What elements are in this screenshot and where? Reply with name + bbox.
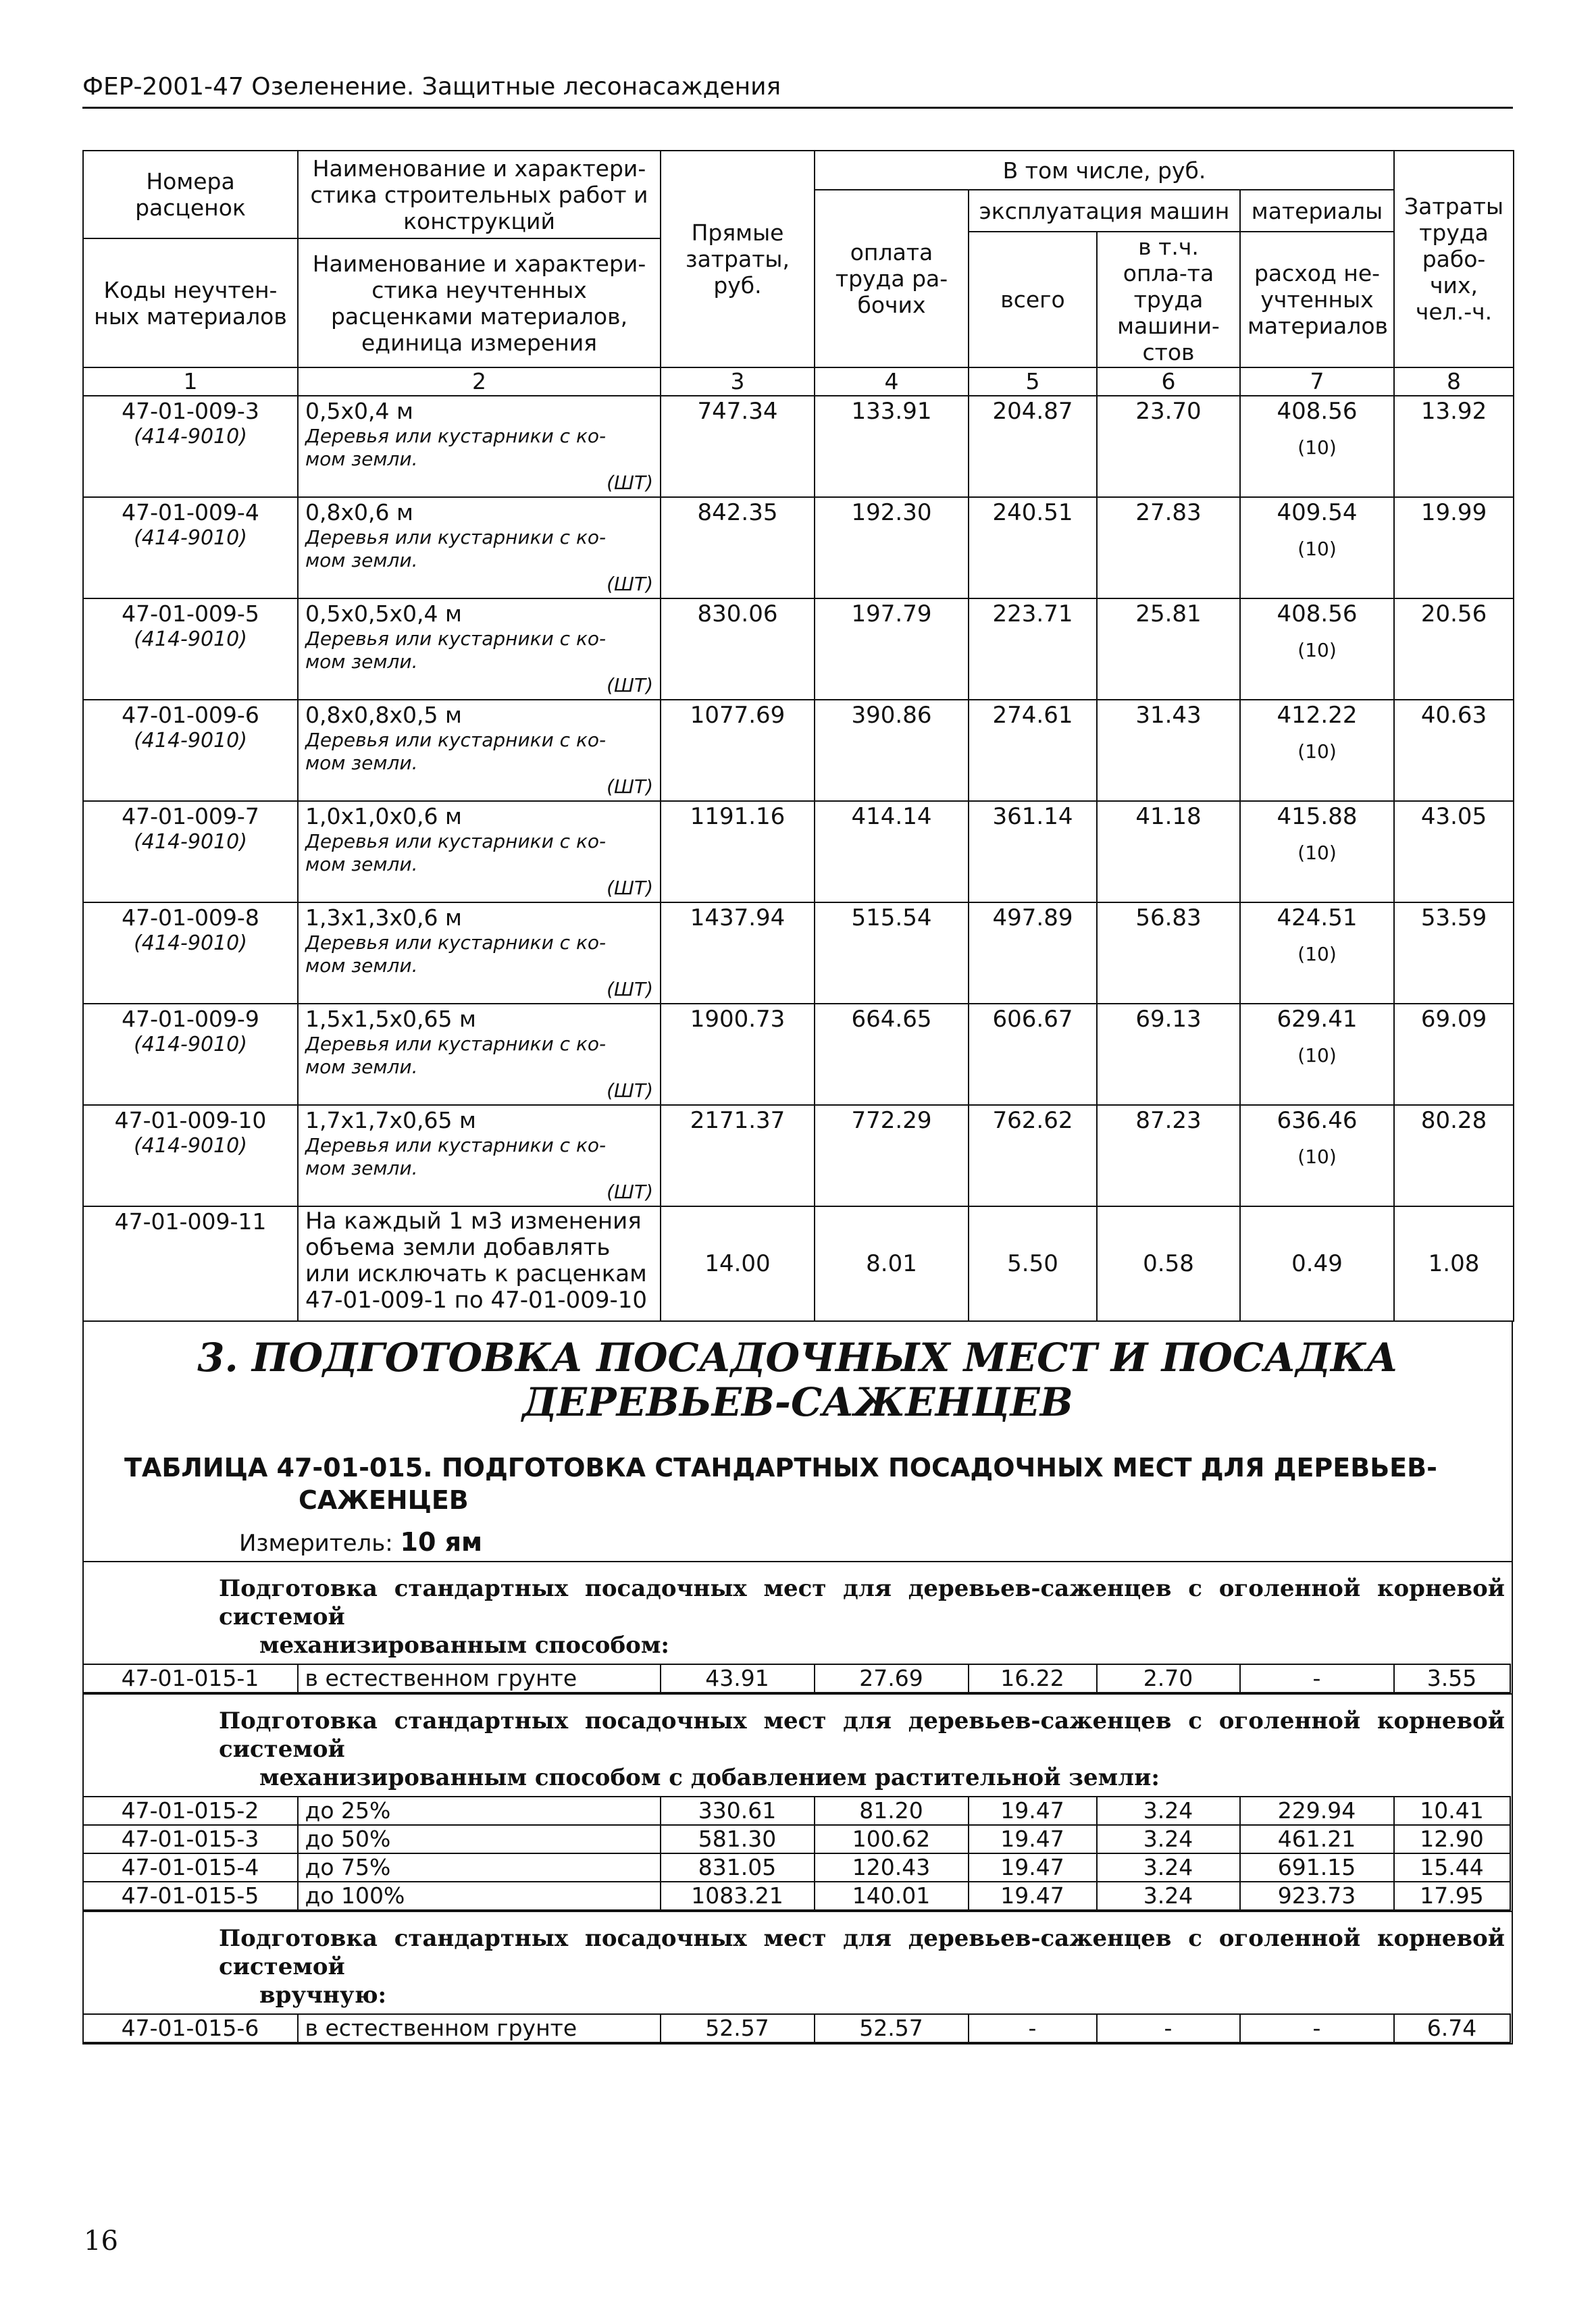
direct-cost: 830.06 (661, 598, 815, 700)
materials-cost: 408.56 (1277, 398, 1358, 425)
labor-hours: 40.63 (1394, 700, 1514, 801)
labor-pay: 390.86 (815, 700, 969, 801)
rate-code-cell (83, 1105, 298, 1206)
machinist-pay: 2.70 (1097, 1664, 1240, 1693)
rate-description-cell (298, 801, 661, 902)
materials-cell (1240, 497, 1394, 598)
labor-hours: 20.56 (1394, 598, 1514, 700)
labor-pay: 27.69 (815, 1664, 969, 1693)
materials-cell (1240, 1105, 1394, 1206)
measure-unit (84, 1516, 1512, 1561)
material-unit: (ШТ) (607, 1181, 653, 1203)
machinist-pay: 3.24 (1097, 1853, 1240, 1882)
labor-hours: 17.95 (1394, 1882, 1510, 1910)
direct-cost: 1191.16 (661, 801, 815, 902)
machinist-pay: 23.70 (1097, 396, 1240, 497)
rate-rows (83, 396, 1514, 1206)
material-code: (414-9010) (134, 729, 247, 752)
machinist-pay: 87.23 (1097, 1105, 1240, 1206)
table-row (83, 396, 1514, 497)
materials-cost: 461.21 (1240, 1825, 1394, 1853)
material-quantity: (10) (1297, 943, 1337, 965)
rate-size: 0,8х0,8х0,5 м (305, 702, 462, 728)
materials-cost: 409.54 (1277, 499, 1358, 526)
rate-description-cell (298, 497, 661, 598)
labor-pay: 664.65 (815, 1004, 969, 1105)
rate-description: до 75% (298, 1853, 661, 1882)
table-row (83, 1004, 1514, 1105)
machinist-pay: 69.13 (1097, 1004, 1240, 1105)
group-title-line-2: механизированным способом с добавлением растительной земли: (259, 1764, 1160, 1791)
labor-hours: 12.90 (1394, 1825, 1510, 1853)
rate-size: 1,5х1,5х0,65 м (305, 1006, 476, 1032)
rate-description-cell (298, 1105, 661, 1206)
labor-hours: 69.09 (1394, 1004, 1514, 1105)
material-code: (414-9010) (134, 627, 247, 651)
materials-cost: 923.73 (1240, 1882, 1394, 1910)
material-code: (414-9010) (134, 526, 247, 550)
material-code: (414-9010) (134, 931, 247, 955)
material-name: Деревья или кустарники с ко-мом земли. (305, 830, 607, 875)
header-materials: материалы (1240, 190, 1394, 232)
material-unit: (ШТ) (607, 1079, 653, 1102)
labor-hours: 43.05 (1394, 801, 1514, 902)
machines-total: 223.71 (969, 598, 1097, 700)
labor-hours: 3.55 (1394, 1664, 1510, 1693)
material-quantity: (10) (1297, 436, 1337, 459)
rate-groups (84, 1561, 1512, 2043)
header-machines: эксплуатация машин (969, 190, 1240, 232)
section-block (82, 1322, 1513, 2045)
material-unit: (ШТ) (607, 471, 653, 494)
rate-code-cell (83, 497, 298, 598)
machines-total: 204.87 (969, 396, 1097, 497)
header-rate-number: Номера расценок (83, 151, 298, 238)
column-number: 4 (815, 367, 969, 396)
column-number: 1 (83, 367, 298, 396)
table-title-line-1: ТАБЛИЦА 47-01-015. ПОДГОТОВКА СТАНДАРТНЫХ ПОСАДОЧНЫХ МЕСТ ДЛЯ ДЕРЕВЬЕВ- (124, 1453, 1437, 1483)
group-title (84, 1562, 1512, 1664)
machines-total: 497.89 (969, 902, 1097, 1004)
rate-description-cell (298, 396, 661, 497)
direct-cost: 747.34 (661, 396, 815, 497)
rate-code: 47-01-015-5 (83, 1882, 298, 1910)
machinist-pay: 25.81 (1097, 598, 1240, 700)
material-name: Деревья или кустарники с ко-мом земли. (305, 425, 607, 470)
labor-hours: 10.41 (1394, 1797, 1510, 1825)
table-title (84, 1431, 1512, 1516)
materials-cost: 415.88 (1277, 803, 1358, 830)
material-unit: (ШТ) (607, 775, 653, 798)
rate-size: 1,7х1,7х0,65 м (305, 1107, 476, 1133)
group-table (82, 2013, 1511, 2043)
material-code: (414-9010) (134, 425, 247, 448)
header-material-use: расход не-учтенных материалов (1240, 232, 1394, 367)
group-title-line-2: механизированным способом: (259, 1632, 669, 1659)
group-title-line-1: Подготовка стандартных посадочных мест для деревьев-саженцев с оголенной корневой системой (219, 1707, 1505, 1763)
material-unit: (ШТ) (607, 573, 653, 595)
rate-code-cell (83, 801, 298, 902)
header-material-name: Наименование и характери-стика неучтенных расценками материалов, единица измерения (298, 238, 661, 367)
group-table (82, 1796, 1511, 1911)
materials-cost: - (1240, 1664, 1394, 1693)
group-title-line-1: Подготовка стандартных посадочных мест для деревьев-саженцев с оголенной корневой системой (219, 1575, 1505, 1630)
machines-total: 16.22 (969, 1664, 1097, 1693)
labor-hours: 80.28 (1394, 1105, 1514, 1206)
material-quantity: (10) (1297, 842, 1337, 864)
rate-row-11 (83, 1206, 1514, 1321)
materials-cost: 691.15 (1240, 1853, 1394, 1882)
material-code: (414-9010) (134, 830, 247, 854)
labor-pay: 120.43 (815, 1853, 969, 1882)
machines-total: 19.47 (969, 1825, 1097, 1853)
machines-total: 5.50 (969, 1206, 1097, 1321)
machines-total: 606.67 (969, 1004, 1097, 1105)
measure-value: 10 ям (400, 1527, 483, 1557)
labor-pay: 8.01 (815, 1206, 969, 1321)
group-title-line-2: вручную: (259, 1982, 387, 2009)
group-title (84, 1912, 1512, 2013)
labor-hours: 6.74 (1394, 2014, 1510, 2042)
materials-cell (1240, 1004, 1394, 1105)
table-row (83, 1797, 1510, 1825)
rate-description-cell (298, 1004, 661, 1105)
table-row (83, 801, 1514, 902)
column-number: 5 (969, 367, 1097, 396)
labor-pay: 140.01 (815, 1882, 969, 1910)
header-including: В том числе, руб. (815, 151, 1394, 190)
materials-cost: 408.56 (1277, 600, 1358, 627)
direct-cost: 52.57 (661, 2014, 815, 2042)
header-machinist-pay: в т.ч. опла-та труда машини-стов (1097, 232, 1240, 367)
material-code: (414-9010) (134, 1033, 247, 1056)
material-name: Деревья или кустарники с ко-мом земли. (305, 1033, 607, 1078)
rate-description: На каждый 1 м3 изменения объема земли добавлять или исключать к расценкам 47-01-009-1 по 47-01-009-10 (298, 1206, 661, 1321)
material-quantity: (10) (1297, 1146, 1337, 1168)
rate-description-cell (298, 902, 661, 1004)
direct-cost: 1900.73 (661, 1004, 815, 1105)
table-header (83, 151, 1514, 396)
material-name: Деревья или кустарники с ко-мом земли. (305, 931, 607, 977)
rate-code: 47-01-009-6 (122, 702, 259, 728)
rate-code: 47-01-015-4 (83, 1853, 298, 1882)
labor-hours: 53.59 (1394, 902, 1514, 1004)
rate-code: 47-01-015-6 (83, 2014, 298, 2042)
column-number: 7 (1240, 367, 1394, 396)
materials-cell (1240, 700, 1394, 801)
labor-pay: 772.29 (815, 1105, 969, 1206)
rate-code: 47-01-009-11 (83, 1206, 298, 1321)
direct-cost: 43.91 (661, 1664, 815, 1693)
machines-total: 361.14 (969, 801, 1097, 902)
rate-description-cell (298, 598, 661, 700)
column-number: 3 (661, 367, 815, 396)
rate-code: 47-01-009-10 (114, 1107, 267, 1133)
labor-pay: 133.91 (815, 396, 969, 497)
material-unit: (ШТ) (607, 978, 653, 1000)
machinist-pay: 0.58 (1097, 1206, 1240, 1321)
materials-cost: 424.51 (1277, 904, 1358, 931)
group-table (82, 1664, 1511, 1693)
material-name: Деревья или кустарники с ко-мом земли. (305, 526, 607, 571)
rate-code: 47-01-015-2 (83, 1797, 298, 1825)
table-row (83, 1105, 1514, 1206)
rate-code-cell (83, 700, 298, 801)
table-row (83, 497, 1514, 598)
page-header: ФЕР-2001-47 Озеленение. Защитные лесонасаждения (82, 70, 1513, 109)
machines-total: 19.47 (969, 1853, 1097, 1882)
machinist-pay: 3.24 (1097, 1797, 1240, 1825)
material-name: Деревья или кустарники с ко-мом земли. (305, 729, 607, 774)
rate-size: 0,8х0,6 м (305, 499, 413, 525)
materials-cost: 412.22 (1277, 702, 1358, 729)
machinist-pay: - (1097, 2014, 1240, 2042)
rate-size: 1,3х1,3х0,6 м (305, 904, 462, 931)
rate-size: 1,0х1,0х0,6 м (305, 803, 462, 829)
rate-code: 47-01-015-1 (83, 1664, 298, 1693)
rate-description: в естественном грунте (298, 1664, 661, 1693)
header-labor-hours: Затраты труда рабо-чих, чел.-ч. (1394, 151, 1514, 367)
header-work-name: Наименование и характери-стика строительных работ и конструкций (298, 151, 661, 238)
rate-code: 47-01-009-8 (122, 904, 259, 931)
table-row (83, 1882, 1510, 1910)
machinist-pay: 3.24 (1097, 1882, 1240, 1910)
column-number: 8 (1394, 367, 1514, 396)
table-row (83, 598, 1514, 700)
group-title-line-1: Подготовка стандартных посадочных мест для деревьев-саженцев с оголенной корневой системой (219, 1925, 1505, 1980)
direct-cost: 831.05 (661, 1853, 815, 1882)
machines-total: - (969, 2014, 1097, 2042)
direct-cost: 581.30 (661, 1825, 815, 1853)
rate-code: 47-01-009-7 (122, 803, 259, 829)
labor-hours: 15.44 (1394, 1853, 1510, 1882)
material-unit: (ШТ) (607, 674, 653, 696)
direct-cost: 1077.69 (661, 700, 815, 801)
machines-total: 274.61 (969, 700, 1097, 801)
rate-code-cell (83, 902, 298, 1004)
machinist-pay: 3.24 (1097, 1825, 1240, 1853)
rate-code: 47-01-009-4 (122, 499, 259, 525)
labor-pay: 81.20 (815, 1797, 969, 1825)
rate-description-cell (298, 700, 661, 801)
table-row (83, 700, 1514, 801)
column-numbers (83, 367, 1514, 396)
material-unit: (ШТ) (607, 877, 653, 899)
material-quantity: (10) (1297, 1044, 1337, 1066)
rate-size: 0,5х0,5х0,4 м (305, 600, 462, 627)
machines-total: 19.47 (969, 1882, 1097, 1910)
rate-code: 47-01-009-5 (122, 600, 259, 627)
rate-description: до 25% (298, 1797, 661, 1825)
rate-group (84, 1693, 1512, 1911)
machines-total: 762.62 (969, 1105, 1097, 1206)
rate-description: в естественном грунте (298, 2014, 661, 2042)
rates-table (82, 150, 1514, 1322)
direct-cost: 2171.37 (661, 1105, 815, 1206)
material-quantity: (10) (1297, 538, 1337, 560)
materials-cell (1240, 902, 1394, 1004)
header-material-codes: Коды неучтен-ных материалов (83, 238, 298, 367)
table-row (83, 1825, 1510, 1853)
labor-pay: 197.79 (815, 598, 969, 700)
machinist-pay: 41.18 (1097, 801, 1240, 902)
table-title-line-2: САЖЕНЦЕВ (299, 1485, 469, 1515)
labor-pay: 414.14 (815, 801, 969, 902)
direct-cost: 842.35 (661, 497, 815, 598)
header-machines-total: всего (969, 232, 1097, 367)
material-name: Деревья или кустарники с ко-мом земли. (305, 1134, 607, 1179)
rate-code-cell (83, 396, 298, 497)
material-quantity: (10) (1297, 740, 1337, 763)
direct-cost: 1437.94 (661, 902, 815, 1004)
rate-size: 0,5х0,4 м (305, 398, 413, 424)
machinist-pay: 27.83 (1097, 497, 1240, 598)
rate-description: до 100% (298, 1882, 661, 1910)
materials-cell (1240, 801, 1394, 902)
header-labor-pay: оплата труда ра-бочих (815, 190, 969, 367)
materials-cell (1240, 396, 1394, 497)
rate-code: 47-01-015-3 (83, 1825, 298, 1853)
machinist-pay: 56.83 (1097, 902, 1240, 1004)
labor-pay: 515.54 (815, 902, 969, 1004)
rate-code: 47-01-009-9 (122, 1006, 259, 1032)
measure-label: Измеритель: (239, 1530, 393, 1557)
materials-cost: - (1240, 2014, 1394, 2042)
table-row (83, 1664, 1510, 1693)
rate-group (84, 1911, 1512, 2043)
rate-code: 47-01-009-3 (122, 398, 259, 424)
direct-cost: 14.00 (661, 1206, 815, 1321)
section-title: 3. ПОДГОТОВКА ПОСАДОЧНЫХ МЕСТ И ПОСАДКА ДЕРЕВЬЕВ-САЖЕНЦЕВ (197, 1335, 1398, 1425)
rate-code-cell (83, 1004, 298, 1105)
table-row (83, 902, 1514, 1004)
rate-code-cell (83, 598, 298, 700)
rates-table-frame (82, 150, 1513, 2045)
labor-pay: 52.57 (815, 2014, 969, 2042)
material-name: Деревья или кустарники с ко-мом земли. (305, 627, 607, 673)
materials-cost: 0.49 (1240, 1206, 1394, 1321)
group-title (84, 1695, 1512, 1796)
material-code: (414-9010) (134, 1134, 247, 1158)
direct-cost: 330.61 (661, 1797, 815, 1825)
labor-pay: 100.62 (815, 1825, 969, 1853)
header-direct-costs: Прямые затраты, руб. (661, 151, 815, 367)
labor-hours: 19.99 (1394, 497, 1514, 598)
machines-total: 240.51 (969, 497, 1097, 598)
materials-cell (1240, 598, 1394, 700)
direct-cost: 1083.21 (661, 1882, 815, 1910)
machines-total: 19.47 (969, 1797, 1097, 1825)
material-quantity: (10) (1297, 639, 1337, 661)
materials-cost: 629.41 (1277, 1006, 1358, 1033)
column-number: 6 (1097, 367, 1240, 396)
labor-hours: 13.92 (1394, 396, 1514, 497)
materials-cost: 636.46 (1277, 1107, 1358, 1134)
rate-description: до 50% (298, 1825, 661, 1853)
machinist-pay: 31.43 (1097, 700, 1240, 801)
materials-cost: 229.94 (1240, 1797, 1394, 1825)
table-row (83, 1206, 1514, 1321)
labor-pay: 192.30 (815, 497, 969, 598)
table-row (83, 2014, 1510, 2042)
page-number: 16 (84, 2226, 118, 2257)
table-row (83, 1853, 1510, 1882)
rate-group (84, 1561, 1512, 1693)
labor-hours: 1.08 (1394, 1206, 1514, 1321)
column-number: 2 (298, 367, 661, 396)
